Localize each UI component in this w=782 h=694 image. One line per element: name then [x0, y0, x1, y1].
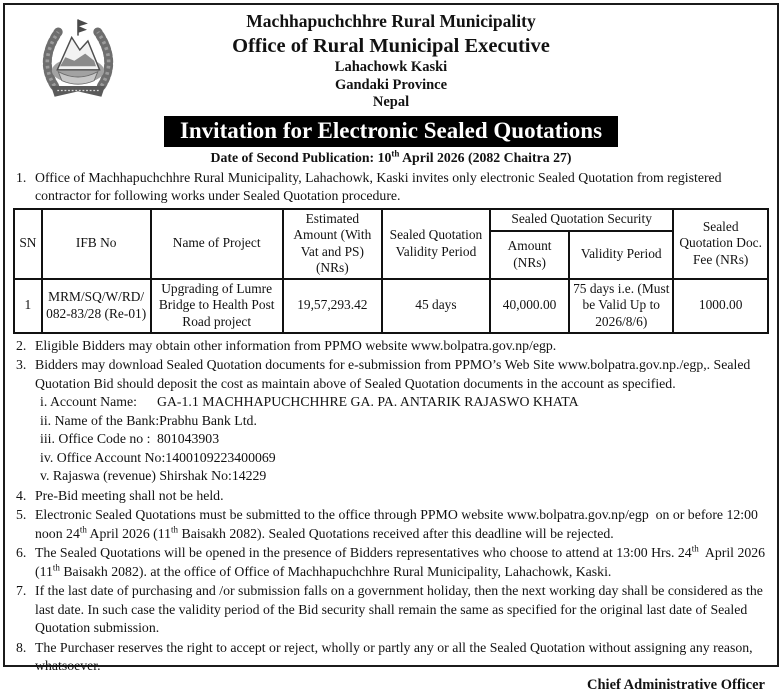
account-detail-label: iii. Office Code no : [40, 431, 151, 446]
municipality-name: Machhapuchchhre Rural Municipality [246, 11, 536, 31]
item-number: 6. [16, 545, 27, 560]
account-detail-line [35, 430, 769, 449]
col-header-sn: SN [14, 209, 42, 279]
notice-item [13, 544, 769, 581]
address-line-3: Nepal [372, 94, 410, 110]
intro-list [13, 169, 769, 206]
col-header-security-group: Sealed Quotation Security [490, 209, 673, 231]
notice-title-banner: Invitation for Electronic Sealed Quotations [164, 116, 618, 147]
cell-sn: 1 [14, 279, 42, 333]
item-number: 7. [16, 583, 27, 598]
item-number: 3. [16, 357, 27, 372]
col-header-security-amount: Amount (NRs) [490, 231, 569, 279]
item-text: Electronic Sealed Quotations must be submitted to the office through PPMO website www.bolpatra.gov.np/egp on or before 12:00 noon 24th April 2026 (11th Baisakh 2082). Sealed Quotations received after this deadline will be rejected. [35, 507, 758, 541]
item-number: 1. [16, 169, 27, 185]
account-detail-label: ii. Name of the Bank: [40, 412, 160, 428]
account-detail-value: 1400109223400069 [165, 449, 276, 465]
cell-estimated-amount: 19,57,293.42 [283, 279, 382, 333]
item-number: 2. [16, 337, 27, 353]
col-header-validity-period: Sealed Quotation Validity Period [382, 209, 490, 279]
notice-item [13, 169, 769, 206]
publication-date-rest: April 2026 (2082 Chaitra 27) [399, 149, 572, 165]
cell-ifb-no: MRM/SQ/W/RD/ 082-83/28 (Re-01) [42, 279, 151, 333]
notice-item [13, 487, 769, 506]
account-detail-line [35, 393, 769, 412]
quotation-table [13, 208, 769, 334]
item-number: 5. [16, 507, 27, 522]
signatory-title: Chief Administrative Officer [587, 676, 765, 693]
cell-doc-fee: 1000.00 [673, 279, 768, 333]
account-detail-value: 801043903 [157, 431, 220, 446]
cell-project-name: Upgrading of Lumre Bridge to Health Post Road project [151, 279, 283, 333]
address-line-1: Lahachowk Kaski [334, 59, 448, 75]
col-header-doc-fee: Sealed Quotation Doc. Fee (NRs) [673, 209, 768, 279]
item-number: 4. [16, 487, 27, 503]
account-detail-value: Prabhu Bank Ltd. [159, 412, 257, 428]
item-number: 8. [16, 639, 27, 655]
account-detail-value: 14229 [231, 468, 267, 483]
title-banner-row [13, 116, 769, 147]
document-page [3, 3, 779, 693]
notice-item [13, 356, 769, 486]
notice-item [13, 506, 769, 543]
item-text: The Sealed Quotations will be opened in the presence of Bidders representatives who choose to attend at 13:00 Hrs. 24th April 2026 (11th Baisakh 2082). at the office of Office of Machhapuchchhre Rural Municipality, Lahachowk, Kaski. [35, 543, 766, 579]
letterhead [13, 10, 769, 112]
cell-validity-period: 45 days [382, 279, 490, 333]
notice-list [13, 337, 769, 676]
publication-date-label: Date of Second Publication: 10 [210, 149, 392, 165]
item-text: Eligible Bidders may obtain other information from PPMO website www.bolpatra.gov.np/egp. [35, 337, 557, 353]
col-header-ifb-no: IFB No [42, 209, 151, 279]
account-detail-line [35, 412, 769, 431]
notice-item [13, 582, 769, 638]
item-text: The Purchaser reserves the right to accept or reject, wholly or partly any or all the Sealed Quotation without assigning any reason, whatsoever. [35, 639, 753, 673]
account-detail-label: v. Rajaswa (revenue) Shirshak No: [40, 468, 232, 483]
item-text: Office of Machhapuchchhre Rural Municipality, Lahachowk, Kaski invites only electronic Sealed Quotation from registered contractor for following works under Sealed Quotation procedure. [35, 169, 722, 203]
account-detail-value: GA-1.1 MACHHAPUCHCHHRE GA. PA. ANTARIK RAJASWO KHATA [157, 394, 579, 409]
account-detail-line [35, 449, 769, 468]
address-line-2: Gandaki Province [334, 76, 448, 93]
account-detail-label: iv. Office Account No: [40, 449, 166, 465]
account-detail-label: i. Account Name: [40, 394, 137, 409]
table-row [14, 279, 768, 333]
account-detail-line [35, 467, 769, 486]
notice-item [13, 337, 769, 356]
item-text: If the last date of purchasing and /or submission falls on a government holiday, then the next working day shall be considered as the last date. In such case the validity period of the Bid security shall remain the same as specified for the original last date of Sealed Quotation submission. [35, 583, 763, 635]
cell-security-validity: 75 days i.e. (Must be Valid Up to 2026/8/6) [569, 279, 673, 333]
publication-date-ordinal: th [391, 147, 400, 158]
cell-security-amount: 40,000.00 [490, 279, 569, 333]
nepal-government-emblem-icon [33, 12, 123, 106]
col-header-estimated-amount: Estimated Amount (With Vat and PS) (NRs) [283, 209, 382, 279]
col-header-project-name: Name of Project [151, 209, 283, 279]
item-text: Pre-Bid meeting shall not be held. [35, 487, 224, 503]
col-header-security-validity: Validity Period [569, 231, 673, 279]
publication-date-line [13, 149, 769, 167]
office-name: Office of Rural Municipal Executive [232, 35, 550, 57]
item-text: Bidders may download Sealed Quotation documents for e-submission from PPMO’s Web Site www.bolpatra.gov.np./egp,. Sealed Quotation Bid should deposit the cost as maintain above of Sealed Quotation documents in the account as specified. i. Account Name: GA-1.1 MACHHAPUCHCHHRE GA. PA. ANTARIK RAJASWO KHATA ii. Name of the Bank:Prabhu Bank Ltd. iii. Office Code no : 801043903 iv. Office Account No:1400109223400069 v. Rajaswa (revenue) Shirshak No:14229 [35, 356, 769, 486]
notice-item [13, 639, 769, 676]
